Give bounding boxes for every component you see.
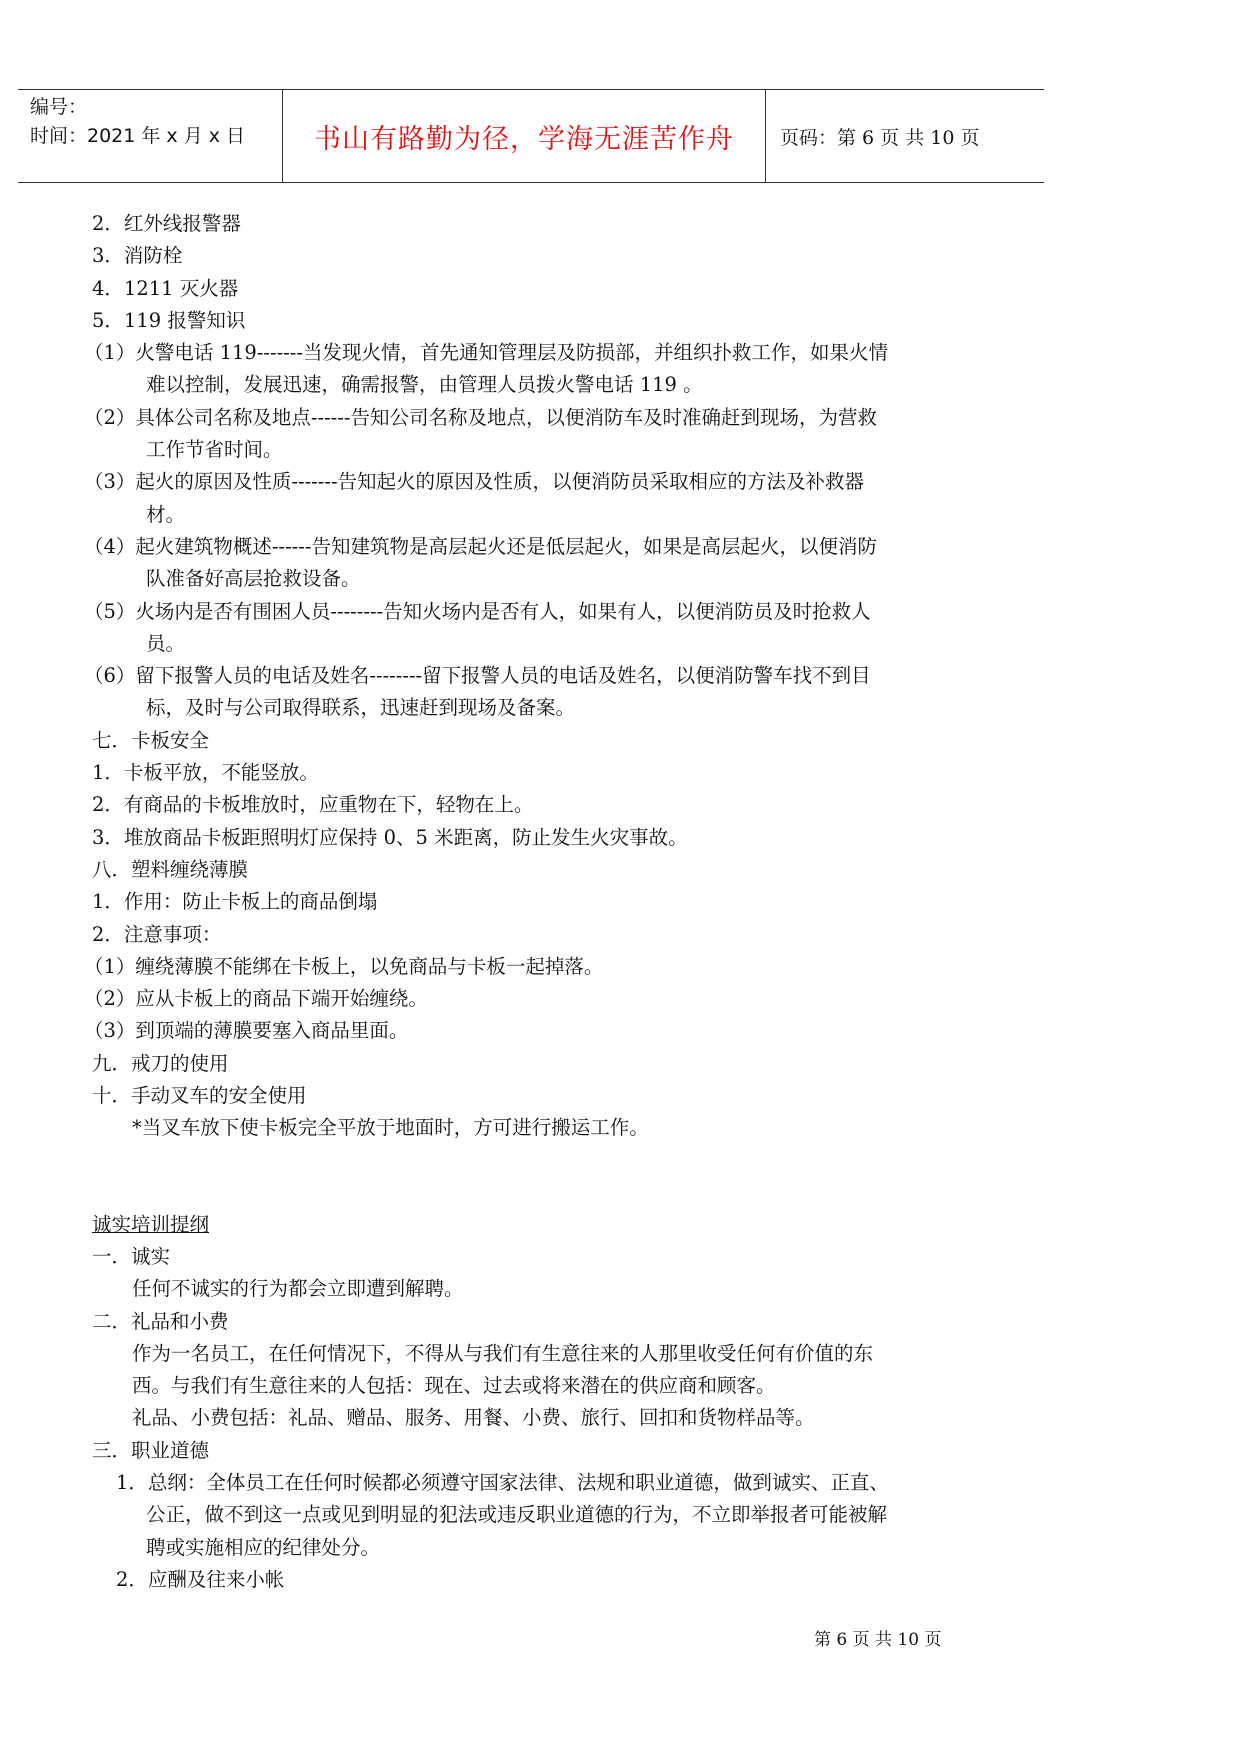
header-motto-cell [282,90,766,182]
paragraph-line: 西。与我们有生意往来的人包括：现在、过去或将来潜在的供应商和顾客。 [132,1374,776,1398]
page-header [18,89,1044,183]
paragraph-line: （2）具体公司名称及地点------告知公司名称及地点，以便消防车及时准确赶到现场，为营救 [84,405,877,429]
list-item: 1．总纲：全体员工在任何时候都必须遵守国家法律、法规和职业道德，做到诚实、正直、 [116,1470,889,1494]
section-heading: 十．手动叉车的安全使用 [92,1084,307,1108]
number-label: 编号： [30,96,88,118]
page-info: 页码：第 6 页 共 10 页 [780,126,980,149]
paragraph-line: 礼品、小费包括：礼品、赠品、服务、用餐、小费、旅行、回扣和货物样品等。 [132,1406,815,1430]
list-item: （3）到顶端的薄膜要塞入商品里面。 [84,1019,409,1043]
paragraph-line: （5）火场内是否有围困人员--------告知火场内是否有人，如果有人，以便消防员及时抢救人 [84,599,871,623]
list-item: 2．注意事项： [92,922,222,946]
paragraph-line: （6）留下报警人员的电话及姓名--------留下报警人员的电话及姓名，以便消防警车找不到目 [84,664,871,688]
paragraph-line: （4）起火建筑物概述------告知建筑物是高层起火还是低层起火，如果是高层起火，以便消防 [84,534,877,558]
section-heading: 二．礼品和小费 [92,1309,229,1333]
header-info [18,90,282,182]
paragraph-line: （3）起火的原因及性质-------告知起火的原因及性质，以便消防员采取相应的方法及补救器 [84,470,865,494]
paragraph-line: 任何不诚实的行为都会立即遭到解聘。 [132,1277,464,1301]
subtitle-text: 诚实培训提纲 [92,1212,210,1236]
document-subtitle [92,1209,992,1241]
list-item: （2）应从卡板上的商品下端开始缠绕。 [84,987,428,1011]
list-item: （1）缠绕薄膜不能绑在卡板上，以免商品与卡板一起掉落。 [84,954,604,978]
section-heading: 九．戒刀的使用 [92,1051,229,1075]
paragraph-line: （1）火警电话 119-------当发现火情，首先通知管理层及防损部，并组织扑救工作，如果火情 [84,341,888,365]
paragraph-line: 材。 [146,502,186,526]
list-item: 2．应酬及往来小帐 [116,1567,285,1591]
paragraph-line: *当叉车放下使卡板完全平放于地面时，方可进行搬运工作。 [132,1116,649,1140]
paragraph-line: 公正，做不到这一点或见到明显的犯法或违反职业道德的行为，不立即举报者可能被解 [146,1503,888,1527]
time-label: 时间：2021 年 x 月 x 日 [30,125,246,147]
list-item: 3．消防栓 [92,244,183,268]
paragraph-line: 标，及时与公司取得联系，迅速赶到现场及备案。 [146,696,576,720]
header-page-cell [766,90,1044,182]
list-item: 5．119 报警知识 [92,308,246,332]
paragraph-line: 工作节省时间。 [146,438,283,462]
list-item: 3．堆放商品卡板距照明灯应保持 0、5 米距离，防止发生火灾事故。 [92,825,688,849]
list-item: 2．有商品的卡板堆放时，应重物在下，轻物在上。 [92,793,534,817]
list-item: 4．1211 灭火器 [92,276,239,300]
paragraph-line: 队准备好高层抢救设备。 [146,567,361,591]
section-heading: 一．诚实 [92,1244,171,1268]
paragraph-line: 员。 [146,631,186,655]
section-heading: 七．卡板安全 [92,728,210,752]
section-heading: 八．塑料缠绕薄膜 [92,857,249,881]
paragraph-line: 作为一名员工，在任何情况下，不得从与我们有生意往来的人那里收受任何有价值的东 [132,1341,874,1365]
page-footer: 第 6 页 共 10 页 [814,1630,942,1650]
list-item: 2．红外线报警器 [92,212,241,235]
paragraph-line: 难以控制，发展迅速，确需报警，由管理人员拨火警电话 119 。 [146,373,703,397]
list-item: 1．作用：防止卡板上的商品倒塌 [92,890,378,914]
motto: 书山有路勤为径，学海无涯苦作舟 [314,123,734,155]
section-heading: 三．职业道德 [92,1438,210,1462]
blank-space [92,1145,992,1209]
document-body [84,208,992,1596]
paragraph-line: 聘或实施相应的纪律处分。 [146,1535,381,1559]
list-item: 1．卡板平放，不能竖放。 [92,761,319,785]
